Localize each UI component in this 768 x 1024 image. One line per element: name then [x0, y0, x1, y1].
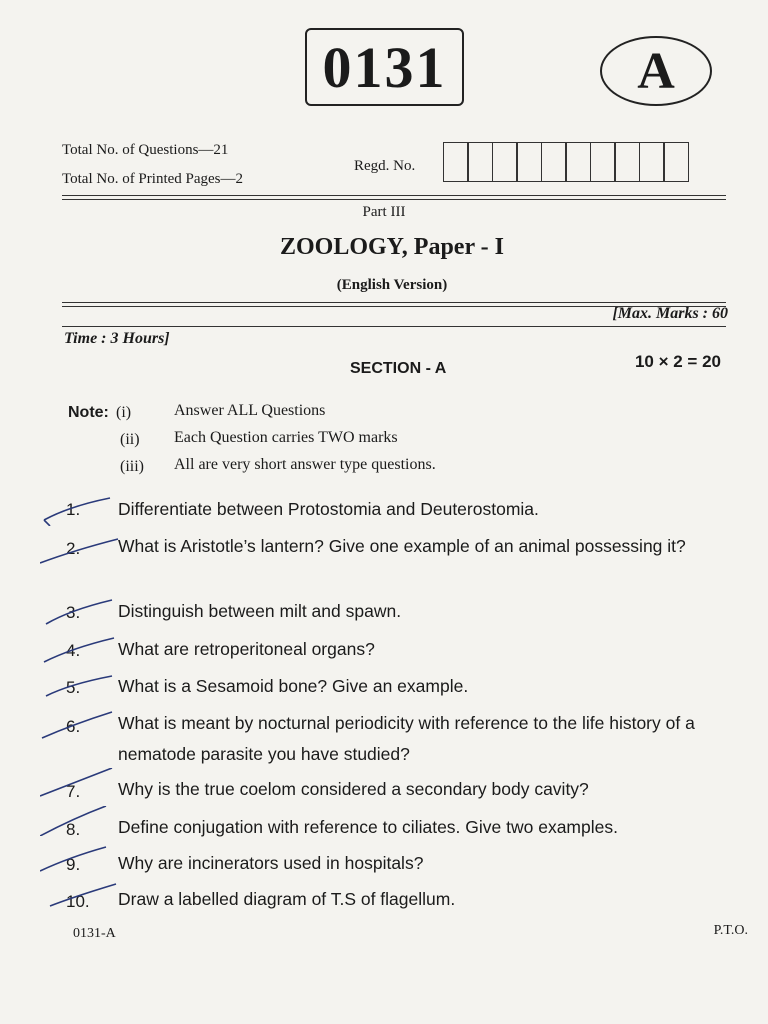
question-text: Define conjugation with reference to ciliates. Give two examples.	[118, 817, 618, 837]
question-number: 7.	[66, 782, 81, 801]
regd-box	[614, 142, 640, 182]
section-marks: 10 × 2 = 20	[634, 352, 721, 371]
paper-code-box: 0131	[305, 28, 464, 106]
section-title: SECTION - A	[350, 360, 447, 377]
question-text: Why are incinerators used in hospitals?	[118, 853, 424, 873]
max-marks: [Max. Marks : 60	[612, 305, 728, 322]
question-text: Distinguish between milt and spawn.	[118, 601, 402, 621]
question-number: 3.	[66, 603, 81, 622]
question-number: 6.	[66, 717, 81, 736]
regd-label: Regd. No.	[354, 158, 416, 174]
total-questions: Total No. of Questions—21	[62, 142, 229, 158]
question-text: What is Aristotle’s lantern? Give one example of an animal possessing it?	[118, 536, 686, 556]
pto-label: P.T.O.	[713, 923, 748, 938]
note-number: (ii)	[120, 431, 140, 448]
question-number: 10.	[66, 892, 90, 911]
note-number: (i)	[116, 404, 132, 421]
regd-box	[565, 142, 591, 182]
question-number: 9.	[66, 855, 81, 874]
regd-box	[492, 142, 518, 182]
regd-box	[541, 142, 567, 182]
regd-box	[467, 142, 493, 182]
question-number: 1.	[66, 500, 81, 519]
question-text: Draw a labelled diagram of T.S of flagellum.	[118, 889, 456, 909]
total-pages: Total No. of Printed Pages—2	[62, 171, 244, 187]
footer-code: 0131-A	[73, 926, 116, 941]
set-code-oval: A	[600, 36, 712, 106]
note-text: Answer ALL Questions	[174, 402, 326, 419]
subject-title: ZOOLOGY, Paper - I	[279, 234, 505, 260]
time-allowed: Time : 3 Hours]	[64, 330, 170, 347]
version-label: (English Version)	[336, 277, 448, 293]
regd-box	[443, 142, 469, 182]
question-number: 8.	[66, 820, 81, 839]
regd-box	[590, 142, 616, 182]
question-text: Differentiate between Protostomia and Deuterostomia.	[118, 499, 539, 519]
question-number: 2.	[66, 539, 81, 558]
question-text: What is meant by nocturnal periodicity with reference to the life history of a nematode parasite you have studied?	[118, 713, 695, 764]
question-number: 5.	[66, 678, 81, 697]
header-divider	[62, 195, 726, 200]
note-label: Note:	[68, 404, 109, 421]
time-divider	[62, 326, 726, 327]
regd-box	[516, 142, 542, 182]
regd-number-boxes	[444, 142, 689, 182]
regd-box	[639, 142, 665, 182]
part-label: Part III	[362, 204, 406, 220]
question-number: 4.	[66, 641, 81, 660]
note-text: Each Question carries TWO marks	[174, 429, 398, 446]
question-text: Why is the true coelom considered a secondary body cavity?	[118, 779, 589, 799]
regd-box	[663, 142, 689, 182]
note-text: All are very short answer type questions.	[174, 456, 436, 473]
question-text: What are retroperitoneal organs?	[118, 639, 375, 659]
question-text: What is a Sesamoid bone? Give an example.	[118, 676, 469, 696]
note-number: (iii)	[120, 458, 144, 475]
